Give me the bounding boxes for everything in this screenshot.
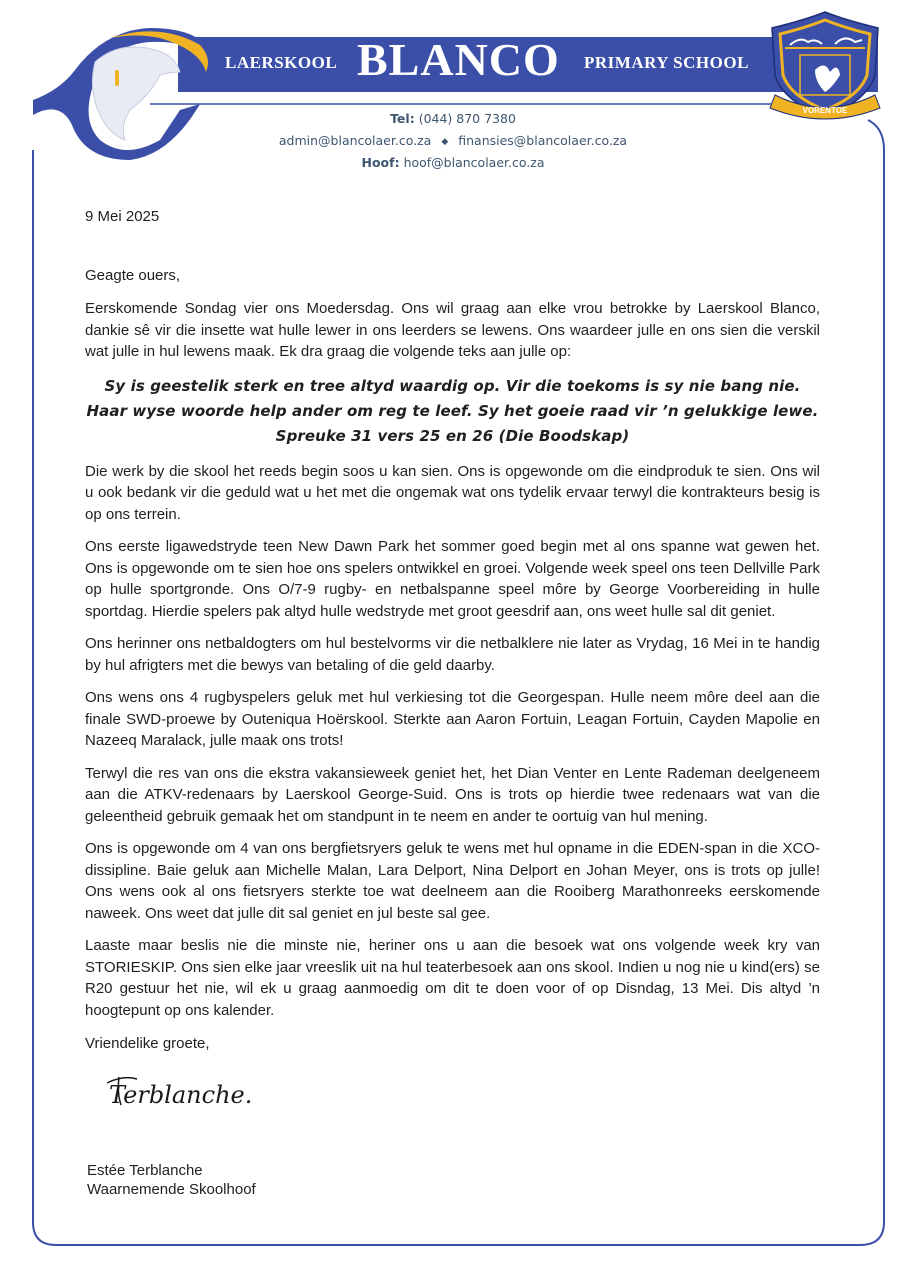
signature	[85, 1055, 820, 1121]
scripture-verse: Sy is geestelik sterk en tree altyd waardig op. Vir die toekoms is sy nie bang nie. Haar wyse woorde help ander om reg te leef. Sy het goeie raad vir ’n gelukkige lewe. Spreuke 31 vers 25 en 26 (Die Boodskap)	[86, 376, 819, 445]
paragraph-mountain-bikers: Ons is opgewonde om 4 van ons bergfietsryers geluk te wens met hul opname in die EDEN-span in die XCO-dissipline. Baie geluk aan Michelle Malan, Lara Delport, Nina Delport en Johan Meyer, ons is trots op julle! Ons wens ook al ons fietsryers sterkte toe wat deelneem aan die Rooiberg Marathonreeks eerskomende naweek. Ons weet dat julle dit sal geniet en jul beste sal gee.	[85, 840, 820, 922]
paragraph-league-matches: Ons eerste ligawedstryde teen New Dawn Park het sommer goed begin met al ons spanne wat gewen het. Ons is opgewonde om te sien hoe ons spelers ontwikkel en groei. Volgende week speel ons teen Dellville Park op hulle sportgronde. Ons O/7-9 rugby- en netbalspanne speel môre by George Voorbereiding in hulle sportdag. Hierdie spelers pak altyd hulle wedstryde met groot geesdrif aan, ons weet hulle sal dit geniet.	[85, 538, 820, 620]
paragraph-netball-orders: Ons herinner ons netbaldogters om hul bestelvorms vir die netbalklere nie later as Vrydag, 16 Mei in te handig by hul afrigters met die bewys van betaling of die geld daarby.	[85, 635, 820, 674]
head-label: Hoof:	[361, 155, 400, 170]
signer-title: Waarnemende Skoolhoof	[87, 1181, 256, 1198]
paragraph-rugby-selection: Ons wens ons 4 rugbyspelers geluk met hul verkiesing tot die Georgespan. Hulle neem môre deel aan die finale SWD-proewe by Outeniqua Hoërskool. Sterkte aan Aaron Fortuin, Leagan Fortuin, Cayden Mapolie en Nazeeq Maralack, julle maak ons trots!	[85, 689, 820, 749]
finance-email-link[interactable]: finansies@blancolaer.co.za	[458, 133, 628, 148]
paragraph-atkv-speakers: Terwyl die res van ons die ekstra vakansieweek geniet het, het Dian Venter en Lente Rademan deelgeneem aan die ATKV-redenaars by Laerskool George-Suid. Ons is trots op hierdie twee redenaars wat van die geleentheid gebruik gemaak het om standpunt in te neem en ander te oortuig van hul mening.	[85, 764, 820, 825]
school-suffix: PRIMARY SCHOOL	[584, 53, 749, 72]
letter-body	[85, 206, 820, 1121]
school-crest-icon	[770, 12, 880, 119]
contact-head	[0, 155, 906, 170]
signer-block	[87, 1161, 256, 1199]
head-email-link[interactable]: hoof@blancolaer.co.za	[403, 155, 545, 170]
paragraph-construction: Die werk by die skool het reeds begin soos u kan sien. Ons is opgewonde om die eindproduk te sien. Ons wil u ook bedank vir die geduld wat u het met die ongemak wat ons tydelik ervaar terwyl die kontrakteurs besig is op ons terrein.	[85, 462, 820, 523]
signer-name: Estée Terblanche	[87, 1162, 203, 1179]
letter-greeting: Geagte ouers,	[85, 266, 181, 284]
contact-emails	[0, 133, 906, 148]
intro-paragraph: Eerskomende Sondag vier ons Moedersdag. Ons wil graag aan elke vrou betrokke by Laerskool Blanco, dankie sê vir die insette wat hulle lewer in ons leerders se lewens. Ons waardeer julle en ons sien die verskil wat julle in hul lewens maak. Ek dra graag die volgende teks aan julle op:	[85, 300, 820, 360]
school-prefix: LAERSKOOL	[225, 53, 338, 72]
diamond-separator-icon: ◆	[441, 137, 449, 147]
letter-date: 9 Mei 2025	[85, 208, 160, 225]
contact-phone	[0, 111, 906, 126]
tel-label: Tel:	[390, 111, 415, 126]
admin-email-link[interactable]: admin@blancolaer.co.za	[278, 133, 432, 148]
school-name: BLANCO	[357, 34, 560, 85]
letter-closing: Vriendelike groete,	[85, 1035, 210, 1052]
handwritten-signature-icon	[103, 1069, 263, 1119]
tel-value[interactable]: (044) 870 7380	[418, 111, 516, 126]
svg-text:VORENTOE: VORENTOE	[802, 106, 848, 115]
svg-text:Terblanche.: Terblanche.	[109, 1080, 253, 1109]
paragraph-storieskip: Laaste maar beslis nie die minste nie, heriner ons u aan die besoek wat ons volgende week kry van STORIESKIP. Ons sien elke jaar vreeslik uit na hul teaterbesoek aan ons skool. Indien u nog nie u kind(ers) se R20 gestuur het nie, wil ek u graag aanmoedig om dit te doen voor of op Disndag, 13 Mei. Dis altyd ’n hoogtepunt op ons kalender.	[85, 937, 820, 1019]
